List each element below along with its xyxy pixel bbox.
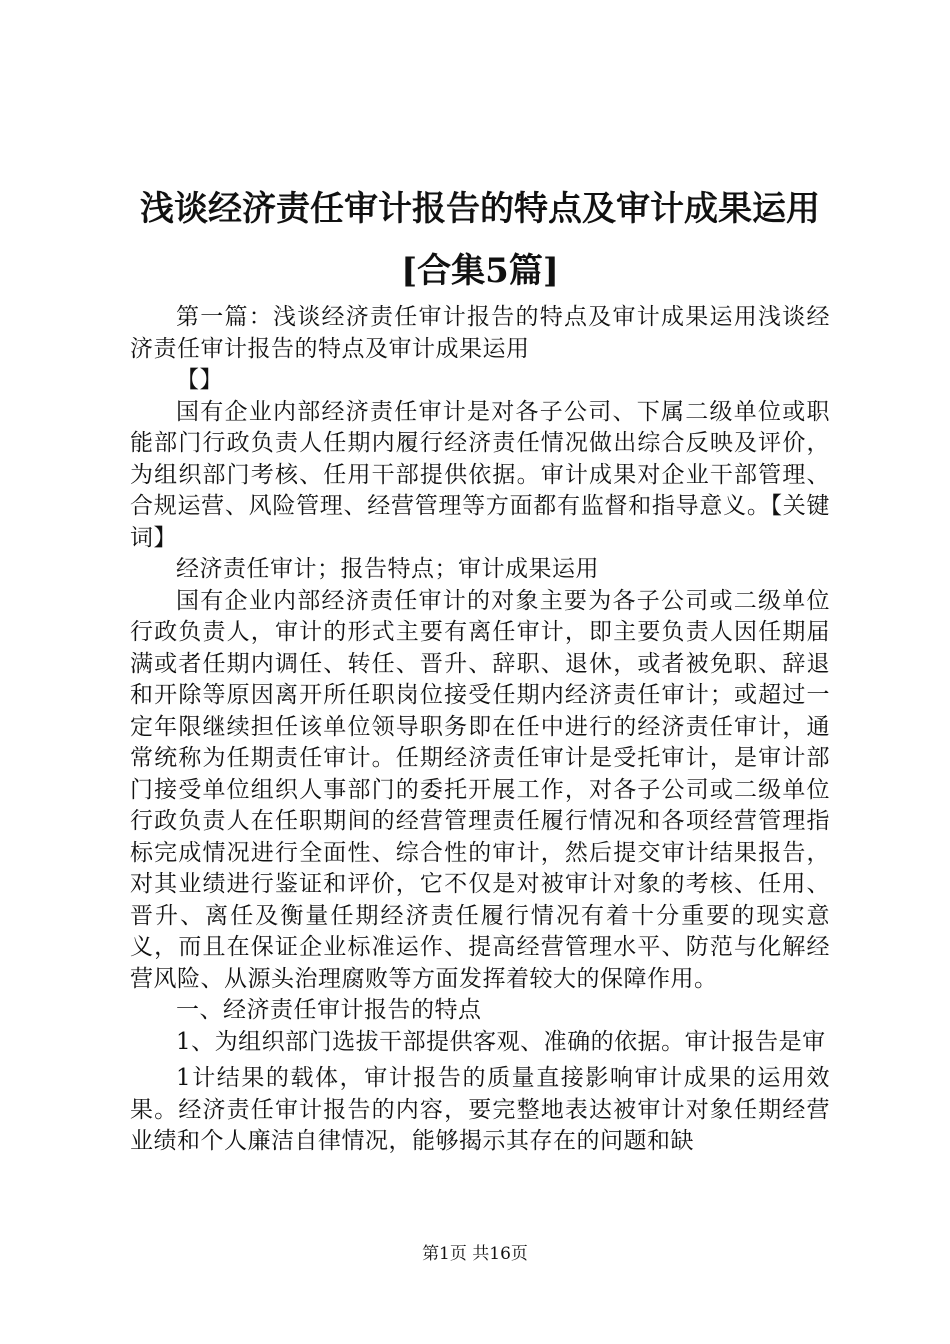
- paragraph-section-heading: 一、经济责任审计报告的特点: [176, 997, 482, 1023]
- paragraph-intro: 国有企业内部经济责任审计的对象主要为各子公司或二级单位行政负责人，审计的形式主要有离任审计，即主要负责人因任期届满或者任期内调任、转任、晋升、辞职、退休，或者被免职、辞退和开除等原因离开所任职岗位接受任期内经济责任审计；或超过一定年限继续担任该单位领导职务即在任中进行的经济责任审计，通常统称为任期责任审计。任期经济责任审计是受托审计，是审计部门接受单位组织人事部门的委托开展工作，对各子公司或二级单位行政负责人在任职期间的经营管理责任履行情况和各项经营管理指标完成情况进行全面性、综合性的审计，然后提交审计结果报告，对其业绩进行鉴证和评价，它不仅是对被审计对象的考核、任用、晋升、离任及衡量任期经济责任履行情况有着十分重要的现实意义，而且在保证企业标准运作、提高经营管理水平、防范与化解经营风险、从源头治理腐败等方面发挥着较大的保障作用。: [130, 587, 830, 992]
- document-body: [130, 302, 830, 1158]
- paragraph-point-1: 1、为组织部门选拔干部提供客观、准确的依据。审计报告是审: [176, 1028, 826, 1055]
- paragraph-chapter-heading: 第一篇：浅谈经济责任审计报告的特点及审计成果运用浅谈经济责任审计报告的特点及审计成果运用: [130, 304, 830, 362]
- title-line-1: 浅谈经济责任审计报告的特点及审计成果运用: [140, 189, 820, 229]
- paragraph-abstract: 国有企业内部经济责任审计是对各子公司、下属二级单位或职能部门行政负责人任期内履行经济责任情况做出综合反映及评价，为组织部门考核、任用干部提供依据。审计成果对企业干部管理、合规运营、风险管理、经营管理等方面都有监督和指导意义。【关键词】: [130, 398, 830, 551]
- paragraph-continuation: 1计结果的载体，审计报告的质量直接影响审计成果的运用效果。经济责任审计报告的内容，要完整地表达被审计对象任期经营业绩和个人廉洁自律情况，能够揭示其存在的问题和缺: [130, 1065, 830, 1154]
- document-page: [130, 178, 830, 1158]
- paragraph-brackets: 【】: [176, 367, 223, 393]
- title-line-2: [合集5篇]: [401, 251, 559, 291]
- document-title: [130, 178, 830, 302]
- page-footer: 第1页 共16页: [422, 1244, 528, 1264]
- paragraph-keywords: 经济责任审计；报告特点；审计成果运用: [176, 556, 599, 582]
